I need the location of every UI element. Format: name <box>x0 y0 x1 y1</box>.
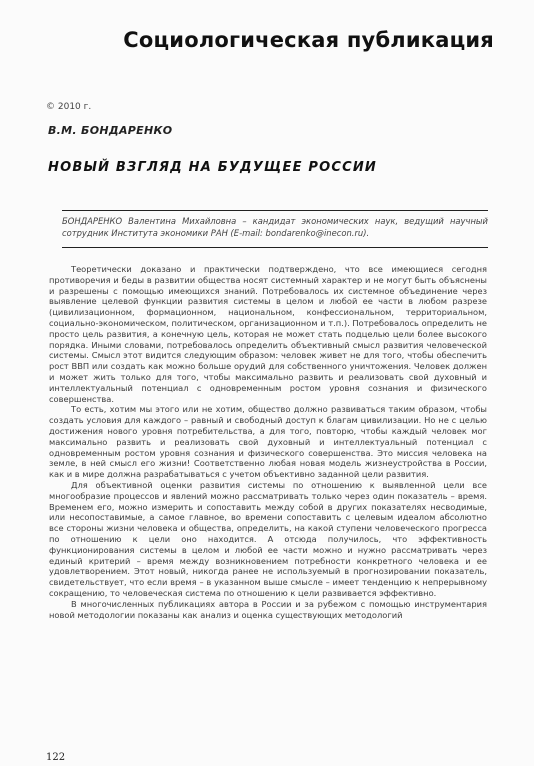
page-number: 122 <box>46 752 66 763</box>
journal-section-title: Социологическая публикация <box>123 28 494 52</box>
article-body <box>49 264 487 744</box>
body-paragraph: То есть, хотим мы этого или не хотим, общество должно развиваться таким образом, чтобы создать условия для каждого – равный и свободный доступ к благам цивилизации. Но не с целью достижения нового уровня потребительства, а для того, повторю, чтобы каждый человек мог максимально развить и реализовать свой духовный и интеллектуальный потенциал с одновременным ростом уровня сознания и физического совершенства. Это миссия человека на земле, в ней смысл его жизни! Соответственно любая новая модель жизнеустройства в России, как и в мире должна разрабатываться с учетом объективно заданной цели развития. <box>49 404 487 480</box>
article-title: НОВЫЙ ВЗГЛЯД НА БУДУЩЕЕ РОССИИ <box>48 160 377 175</box>
body-paragraph: Теоретически доказано и практически подтверждено, что все имеющиеся сегодня противоречия и беды в развитии общества носят системный характер и не могут быть объяснены и разрешены с помощью имеющихся знаний. Потребовалось их системное объединение через выявление целевой функции развития системы в целом и любой ее части в любом разрезе (цивилизационном, формационном, национальном, конфессиональном, территориальном, социально-экономическом, политическом, организационном и т.п.). Потребовалось определить не просто цель развития, а конечную цель, которая не может стать подцелью цели более высокого порядка. Иными словами, потребовалось определить объективный смысл развития человеческой системы. Смысл этот видится следующим образом: человек живет не для того, чтобы обеспечить рост ВВП или создать как можно больше орудий для собственного уничтожения. Человек должен и может жить только для того, чтобы максимально развить и реализовать свой духовный и интеллектуальный потенциал с одновременным ростом уровня сознания и физического совершенства. <box>49 264 487 404</box>
body-paragraph: В многочисленных публикациях автора в России и за рубежом с помощью инструментария новой методологии показаны как анализ и оценка существующих методологий <box>49 598 487 620</box>
author-info-top-rule <box>62 210 488 211</box>
author-info-bottom-rule <box>62 247 488 248</box>
copyright-notice: © 2010 г. <box>46 102 92 112</box>
author-name: В.М. БОНДАРЕНКО <box>48 124 173 137</box>
body-paragraph: Для объективной оценки развития системы по отношению к выявленной цели все многообразие процессов и явлений можно рассматривать только через один показатель – время. Временем его, можно измерить и сопоставить между собой в других показателях несводимые, или несопоставимые, а самое главное, во времени сопоставить с целевым идеалом абсолютно все стороны жизни человека и общества, определить, на какой ступени человеческого прогресса по отношению к цели оно находится. А отсюда получилось, что эффективность функционирования системы в целом и любой ее части можно и нужно рассматривать через единый критерий – время между возникновением потребности конкретного человека и ее удовлетворением. Этот новый, никогда ранее не используемый в прогнозировании показатель, свидетельствует, что если время – в указанном выше смысле – имеет тенденцию к непрерывному сокращению, то человеческая система по отношению к цели развивается эффективно. <box>49 479 487 598</box>
author-info: БОНДАРЕНКО Валентина Михайловна – кандидат экономических наук, ведущий научный сотрудник Института экономики РАН (E-mail: bondarenko@inecon.ru). <box>62 216 488 238</box>
